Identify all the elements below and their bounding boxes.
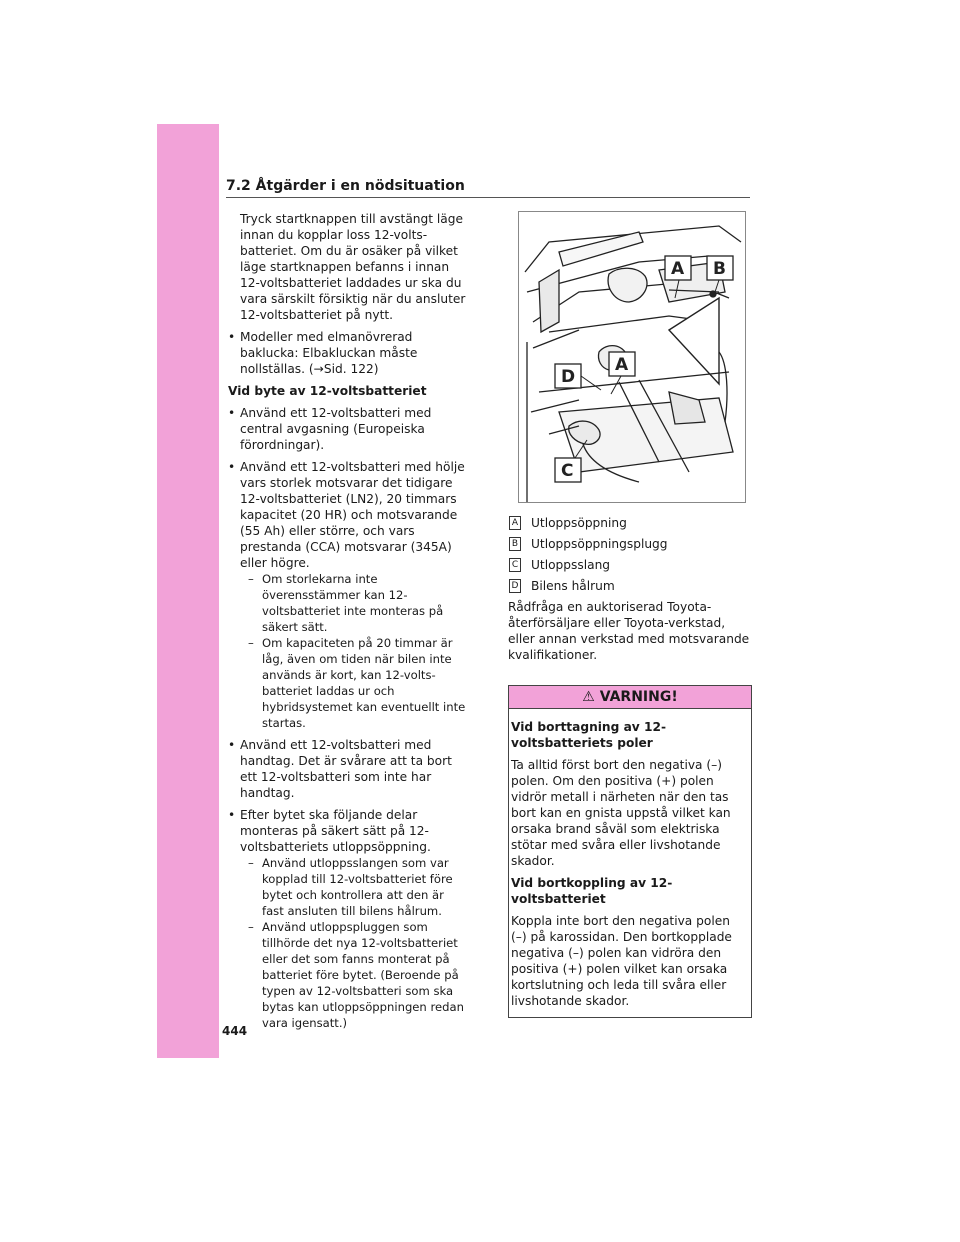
right-column [508, 211, 752, 1018]
callout-d: D [561, 367, 576, 387]
figure-legend [509, 515, 752, 594]
warning-heading-2: Vid bortkoppling av 12-voltsbatteriet [511, 876, 673, 906]
legend-row-c [509, 557, 752, 573]
bullet-after-replace [228, 807, 468, 1031]
warning-title: VARNING! [599, 689, 678, 705]
bullet-central-venting: • Använd ett 12-voltsbatteri med central avgasning (Europeiska förordningar). [228, 405, 468, 453]
replace-list [228, 405, 468, 1031]
left-column [228, 211, 468, 1037]
callout-a-top: A [671, 259, 685, 279]
bullet-after-text: Efter bytet ska följande delar monteras på säkert sätt på 12-voltsbatteriets utloppsöppning. [240, 808, 431, 854]
legend-text-d: Bilens hålrum [531, 579, 615, 593]
letter-box-c: C [509, 558, 521, 572]
advice-paragraph: Rådfråga en auktoriserad Toyota-återförsäljare eller Toyota-verkstad, eller annan verkstad med motsvarande kvalifikationer. [508, 600, 750, 662]
legend-text-b: Utloppsöppningsplugg [531, 537, 668, 551]
callout-a-bottom: A [615, 355, 629, 375]
sub-bullet-hose: – Använd utloppsslangen som var kopplad till 12-voltsbatteriet före bytet och kontrollera att den är fast ansluten till bilens hålrum. [248, 855, 468, 919]
capacity-sublist [240, 571, 468, 731]
after-sublist [240, 855, 468, 1031]
sub-bullet-plug: – Använd utloppspluggen som tillhörde det nya 12-voltsbatteriet eller det som fanns monterat på batteriet före bytet. (Beroende på typen av 12-voltsbatteri som ska bytas kan utloppsöppningen redan vara igensatt.) [248, 919, 468, 1031]
letter-box-b: B [509, 537, 521, 551]
heading-replace: Vid byte av 12-voltsbatteriet [228, 384, 427, 398]
callout-b: B [713, 259, 726, 279]
chapter-sidebar [157, 124, 219, 1058]
warning-box [508, 685, 752, 1018]
warning-header [509, 686, 751, 709]
legend-row-a [509, 515, 752, 531]
bullet-capacity [228, 459, 468, 731]
sub-bullet-capacity: – Om kapaciteten på 20 timmar är låg, även om tiden när bilen inte används är kort, kan 12-volts-batteriet laddas ur och hybridsystemet kan eventuellt inte startas. [248, 635, 468, 731]
backdoor-list [228, 329, 468, 377]
bullet-backdoor: • Modeller med elmanövrerad baklucka: Elbakluckan måste nollställas. (→Sid. 122) [228, 329, 468, 377]
letter-box-d: D [509, 579, 521, 593]
warning-heading-1: Vid borttagning av 12-voltsbatteriets poler [511, 720, 666, 750]
legend-text-c: Utloppsslang [531, 558, 611, 572]
bullet-handle: • Använd ett 12-voltsbatteri med handtag. Det är svårare att ta bort ett 12-voltsbatteri som inte har handtag. [228, 737, 468, 801]
bullet-capacity-text: Använd ett 12-voltsbatteri med hölje vars storlek motsvarar det tidigare 12-voltsbatteriet (LN2), 20 timmars kapacitet (20 HR) och motsvarande (55 Ah) eller större, och vars prestanda (CCA) motsvarar (345A) eller högre. [240, 460, 465, 570]
legend-text-a: Utloppsöppning [531, 516, 627, 530]
intro-paragraph: Tryck startknappen till avstängt läge innan du kopplar loss 12-volts-batteriet. Om du är osäker på vilket läge startknappen befanns i innan 12-voltsbatteriet laddades ur ska du vara särskilt försiktig när du ansluter 12-voltsbatteriet på nytt. [240, 212, 466, 322]
sub-bullet-size: – Om storlekarna inte överensstämmer kan 12-voltsbatteriet inte monteras på säkert sätt. [248, 571, 468, 635]
warning-icon: ⚠ [582, 689, 595, 705]
legend-row-d [509, 578, 752, 594]
legend-row-b [509, 536, 752, 552]
callout-c: C [561, 461, 574, 481]
letter-box-a: A [509, 516, 521, 530]
warning-text-2: Koppla inte bort den negativa polen (–) på karossidan. Den bortkopplade negativa (–) polen kan vidröra den positiva (+) polen vilket kan orsaka kortslutning och leda till svåra eller livshotande skador. [511, 914, 732, 1008]
warning-body [509, 709, 751, 1017]
page-number: 444 [222, 1024, 248, 1038]
section-header: 7.2 Åtgärder i en nödsituation [226, 178, 750, 198]
battery-figure [518, 211, 746, 503]
battery-illustration [519, 212, 745, 502]
warning-text-1: Ta alltid först bort den negativa (–) polen. Om den positiva (+) polen vidrör metall i närheten när den tas bort kan en gnista uppstå vilket kan orsaka brand såväl som elektriska stötar med svåra eller livshotande skador. [511, 758, 731, 868]
